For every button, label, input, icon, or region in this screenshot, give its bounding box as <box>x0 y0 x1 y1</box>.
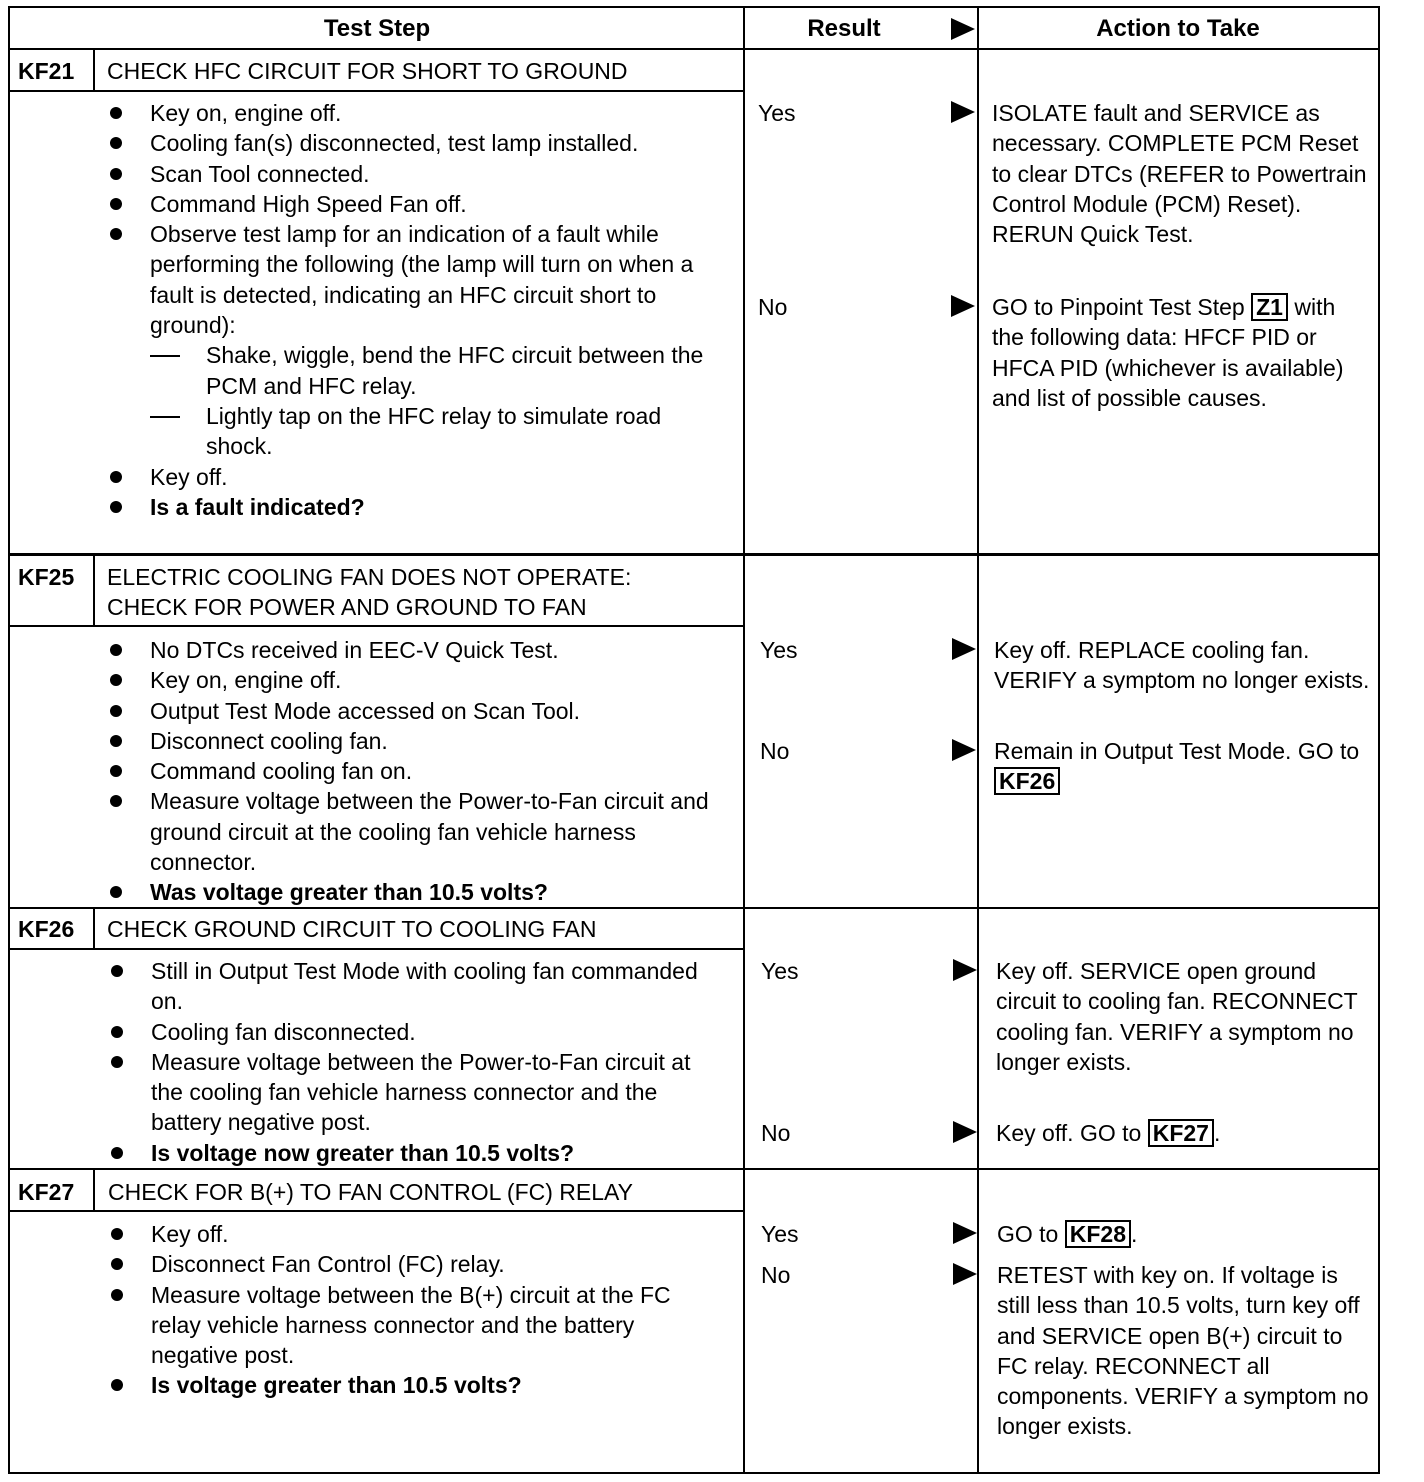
bullet-item: Key on, engine off. <box>110 665 710 695</box>
bullet-icon <box>111 1026 123 1038</box>
bullet-item: Observe test lamp for an indication of a fault while performing the following (the lamp will turn on when a fault is detected, indicating an HFC circuit short to ground): <box>110 219 710 340</box>
bullet-item: No DTCs received in EEC-V Quick Test. <box>110 635 710 665</box>
bullet-icon <box>110 107 122 119</box>
bullet-item: Command High Speed Fan off. <box>110 189 710 219</box>
bullet-item: Disconnect Fan Control (FC) relay. <box>111 1249 711 1279</box>
bullet-item: Key off. <box>111 1219 711 1249</box>
title-underline <box>10 1210 744 1212</box>
bullet-item: Key on, engine off. <box>110 98 710 128</box>
bullet-icon <box>110 137 122 149</box>
step-code: KF27 <box>18 1179 75 1205</box>
action-no: GO to Pinpoint Test Step Z1 with the following data: HFCF PID or HFCA PID (whichever is available) and list of possible causes. <box>992 294 1344 411</box>
action-yes: Key off. SERVICE open ground circuit to cooling fan. RECONNECT cooling fan. VERIFY a symptom no longer exists. <box>996 958 1358 1075</box>
ref-link-kf28[interactable]: KF28 <box>1065 1220 1131 1248</box>
code-divider <box>93 48 95 90</box>
result-arrow-icon <box>951 295 975 317</box>
bullet-icon <box>111 1289 123 1301</box>
bullet-icon <box>110 228 122 240</box>
sub-bullet-item: Shake, wiggle, bend the HFC circuit between the PCM and HFC relay. <box>110 340 710 401</box>
bullet-icon <box>111 1228 123 1240</box>
result-arrow-icon <box>953 959 977 981</box>
title-underline <box>10 948 744 950</box>
step-title: CHECK HFC CIRCUIT FOR SHORT TO GROUND <box>107 58 628 84</box>
bullet-question: Is voltage now greater than 10.5 volts? <box>111 1138 711 1168</box>
bullet-icon <box>110 501 122 513</box>
result-arrow-icon <box>951 101 975 123</box>
bullet-question: Is voltage greater than 10.5 volts? <box>111 1370 711 1400</box>
action-no: Key off. GO to KF27 . <box>996 1120 1221 1146</box>
step-bullets <box>111 1219 711 1401</box>
result-yes: Yes <box>758 100 796 126</box>
bullet-icon <box>110 705 122 717</box>
ref-link-kf26[interactable]: KF26 <box>994 767 1060 795</box>
step-title: CHECK FOR B(+) TO FAN CONTROL (FC) RELAY <box>108 1179 634 1205</box>
code-divider <box>93 1169 95 1211</box>
step-divider <box>10 907 1378 909</box>
bullet-icon <box>110 198 122 210</box>
bullet-icon <box>111 965 123 977</box>
action-no: Remain in Output Test Mode. GO to KF26 <box>994 738 1360 795</box>
diagnostic-table <box>8 6 1380 1474</box>
step-bullets <box>110 98 710 522</box>
result-no: No <box>760 738 790 764</box>
step-divider <box>10 553 1378 556</box>
bullet-item: Measure voltage between the Power-to-Fan circuit and ground circuit at the cooling fan vehicle harness connector. <box>110 786 710 877</box>
code-divider <box>93 908 95 948</box>
step-bullets <box>111 956 711 1168</box>
bullet-question: Is a fault indicated? <box>110 492 710 522</box>
bullet-item: Scan Tool connected. <box>110 159 710 189</box>
dash-icon <box>150 416 180 418</box>
code-divider <box>93 555 95 625</box>
column-divider-action <box>977 8 979 1474</box>
result-yes: Yes <box>761 1221 799 1247</box>
result-arrow-icon <box>953 1263 977 1285</box>
bullet-icon <box>110 168 122 180</box>
result-no: No <box>761 1120 791 1146</box>
result-arrow-icon <box>952 638 976 660</box>
result-yes: Yes <box>761 958 799 984</box>
sub-bullet-item: Lightly tap on the HFC relay to simulate road shock. <box>110 401 710 462</box>
bullet-icon <box>111 1258 123 1270</box>
bullet-question: Was voltage greater than 10.5 volts? <box>110 877 710 907</box>
bullet-icon <box>110 674 122 686</box>
result-no: No <box>758 294 788 320</box>
bullet-icon <box>110 795 122 807</box>
bullet-item: Command cooling fan on. <box>110 756 710 786</box>
action-yes: Key off. REPLACE cooling fan. VERIFY a symptom no longer exists. <box>994 637 1370 694</box>
title-underline <box>10 90 744 92</box>
ref-link-kf27[interactable]: KF27 <box>1148 1119 1214 1147</box>
bullet-icon <box>110 886 122 898</box>
bullet-icon <box>111 1379 123 1391</box>
bullet-item: Cooling fan(s) disconnected, test lamp installed. <box>110 128 710 158</box>
step-title: CHECK GROUND CIRCUIT TO COOLING FAN <box>107 916 597 942</box>
column-divider-result <box>743 8 745 1474</box>
bullet-item: Disconnect cooling fan. <box>110 726 710 756</box>
step-bullets <box>110 635 710 908</box>
result-arrow-icon <box>953 1222 977 1244</box>
action-yes: GO to KF28 . <box>997 1221 1138 1247</box>
bullet-icon <box>111 1056 123 1068</box>
bullet-icon <box>110 471 122 483</box>
dash-icon <box>150 355 180 357</box>
step-title-line1: ELECTRIC COOLING FAN DOES NOT OPERATE: <box>107 564 632 590</box>
bullet-icon <box>110 644 122 656</box>
bullet-item: Cooling fan disconnected. <box>111 1017 711 1047</box>
header-action: Action to Take <box>1096 15 1260 42</box>
step-title-line2: CHECK FOR POWER AND GROUND TO FAN <box>107 594 587 620</box>
bullet-item: Key off. <box>110 462 710 492</box>
result-yes: Yes <box>760 637 798 663</box>
result-arrow-icon <box>952 739 976 761</box>
step-divider <box>10 1168 1378 1170</box>
bullet-icon <box>110 765 122 777</box>
bullet-item: Still in Output Test Mode with cooling fan commanded on. <box>111 956 711 1017</box>
bullet-icon <box>111 1147 123 1159</box>
bullet-item: Output Test Mode accessed on Scan Tool. <box>110 696 710 726</box>
result-no: No <box>761 1262 791 1288</box>
title-underline <box>10 625 744 627</box>
bullet-icon <box>110 735 122 747</box>
ref-link-z1[interactable]: Z1 <box>1251 293 1288 321</box>
header-arrow-icon <box>951 18 975 40</box>
action-no: RETEST with key on. If voltage is still less than 10.5 volts, turn key off and SERVICE open B(+) circuit to FC relay. RECONNECT all components. VERIFY a symptom no longer exists. <box>997 1262 1369 1440</box>
result-arrow-icon <box>953 1121 977 1143</box>
step-code: KF21 <box>18 58 75 84</box>
step-code: KF25 <box>18 564 75 590</box>
header-divider <box>10 48 1378 50</box>
header-result: Result <box>807 15 881 42</box>
bullet-item: Measure voltage between the B(+) circuit at the FC relay vehicle harness connector and the battery negative post. <box>111 1280 711 1371</box>
action-yes: ISOLATE fault and SERVICE as necessary. COMPLETE PCM Reset to clear DTCs (REFER to Powertrain Control Module (PCM) Reset). RERUN Quick Test. <box>992 100 1367 248</box>
bullet-item: Measure voltage between the Power-to-Fan circuit at the cooling fan vehicle harness connector and the battery negative post. <box>111 1047 711 1138</box>
step-code: KF26 <box>18 916 75 942</box>
header-test-step: Test Step <box>323 15 431 42</box>
